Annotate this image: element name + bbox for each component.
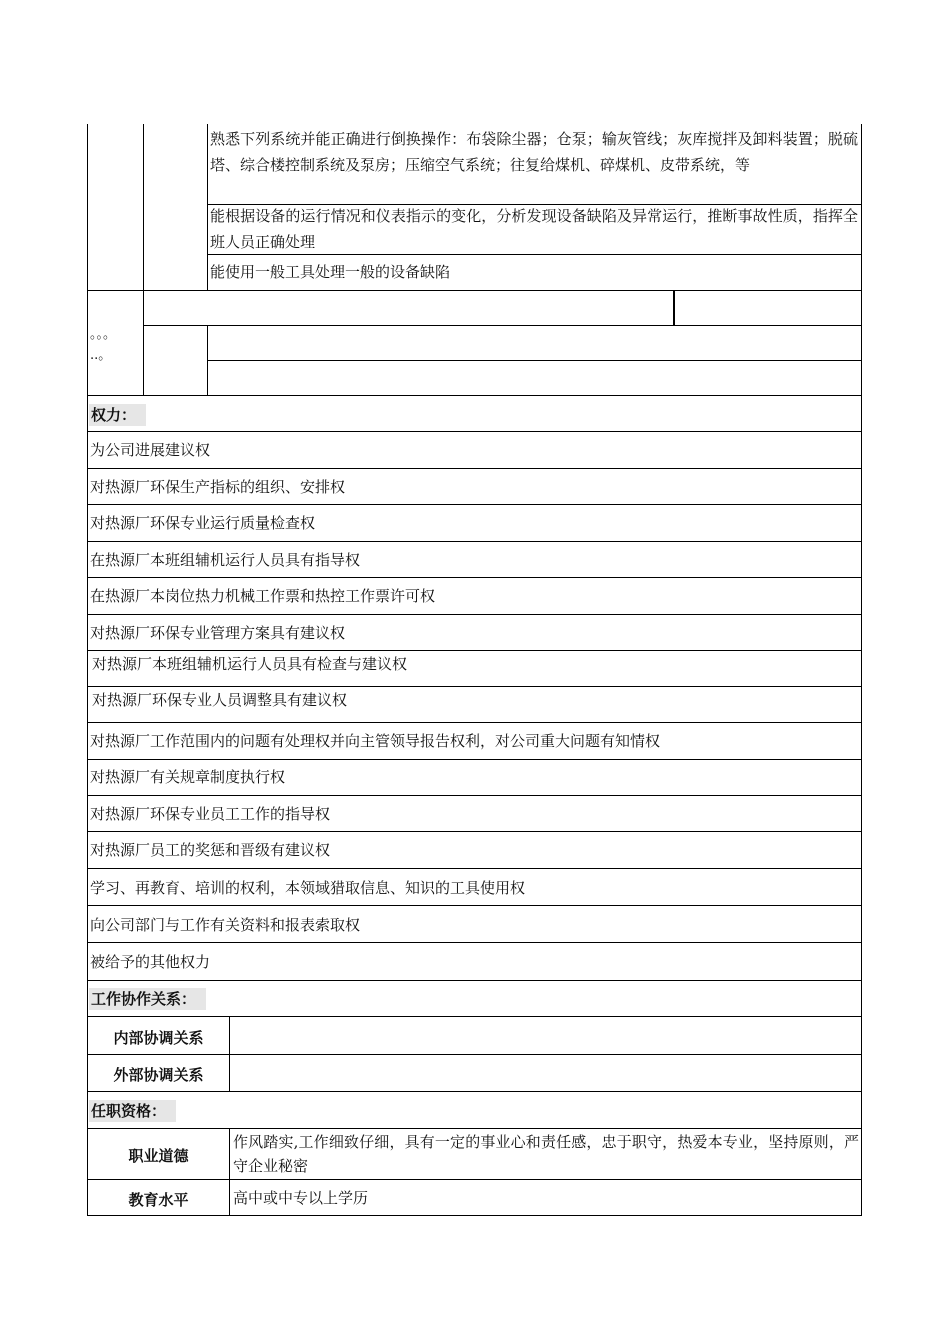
authority-item: 对热源厂本班组辅机运行人员具有检查与建议权 (92, 655, 408, 673)
row-divider (143, 325, 862, 326)
placeholder-marks: 。。。 (90, 327, 117, 342)
authority-item: 对热源厂员工的奖惩和晋级有建议权 (90, 841, 331, 859)
row-divider (207, 360, 862, 361)
authority-item: 对热源厂环保专业人员调整具有建议权 (92, 691, 348, 709)
section-heading-qualifications: 任职资格： (89, 1100, 176, 1122)
cell-divider-thick (673, 290, 675, 326)
row-divider (87, 577, 862, 578)
professional-ethics-label: 职业道德 (128, 1147, 189, 1165)
authority-item: 在热源厂本班组辅机运行人员具有指导权 (90, 551, 361, 569)
authority-item: 对热源厂环保专业运行质量检查权 (90, 514, 316, 532)
row-divider (87, 1128, 862, 1129)
skill-item: 熟悉下列系统并能正确进行倒换操作：布袋除尘器；仓泵；输灰管线；灰库搅拌及卸料装置；脱硫塔、综合楼控制系统及泵房；压缩空气系统；往复给煤机、碎煤机、皮带系统，等 (210, 130, 858, 174)
row-divider (87, 795, 862, 796)
skills-col-divider-1 (143, 124, 144, 396)
authority-item: 为公司进展建议权 (90, 441, 211, 459)
professional-ethics-value: 作风踏实,工作细致仔细，具有一定的事业心和责任感，忠于职守，热爱本专业，坚持原则，严守企业秘密 (233, 1133, 859, 1175)
skill-item: 能根据设备的运行情况和仪表指示的变化，分析发现设备缺陷及异常运行，推断事故性质，指挥全班人员正确处理 (210, 207, 858, 251)
row-divider (87, 1179, 862, 1180)
row-divider (207, 254, 862, 255)
placeholder-marks: ..。 (90, 348, 112, 363)
skills-col-divider-2 (207, 124, 208, 291)
row-divider (87, 614, 862, 615)
row-divider (87, 1016, 862, 1017)
authority-item: 对热源厂环保专业员工工作的指导权 (90, 805, 331, 823)
authority-item: 对热源厂环保生产指标的组织、安排权 (90, 478, 346, 496)
row-divider (87, 1091, 862, 1092)
row-divider (87, 541, 862, 542)
row-divider (87, 980, 862, 981)
row-divider (87, 831, 862, 832)
row-divider (87, 942, 862, 943)
row-divider (87, 722, 862, 723)
section-heading-authority: 权力： (89, 404, 146, 426)
row-divider (87, 290, 862, 291)
qualifications-col-divider (229, 1128, 230, 1216)
internal-coordination-label: 内部协调关系 (113, 1029, 204, 1047)
row-divider (87, 431, 862, 432)
table-left-border (87, 124, 88, 1216)
table-bottom-border (87, 1215, 862, 1216)
row-divider (87, 395, 862, 396)
row-divider (87, 905, 862, 906)
row-divider (87, 868, 862, 869)
row-divider (87, 1054, 862, 1055)
skill-item: 能使用一般工具处理一般的设备缺陷 (210, 263, 451, 281)
section-heading-cooperation: 工作协作关系： (89, 988, 206, 1010)
row-divider (87, 468, 862, 469)
authority-item: 对热源厂环保专业管理方案具有建议权 (90, 624, 346, 642)
authority-item: 在热源厂本岗位热力机械工作票和热控工作票许可权 (90, 587, 436, 605)
authority-item: 对热源厂工作范围内的问题有处理权并向主管领导报告权利，对公司重大问题有知情权 (90, 732, 661, 750)
education-level-label: 教育水平 (128, 1191, 189, 1209)
authority-item: 对热源厂有关规章制度执行权 (90, 768, 286, 786)
authority-item: 学习、再教育、培训的权利，本领域猎取信息、知识的工具使用权 (90, 879, 526, 897)
row-divider (87, 504, 862, 505)
table-right-border (861, 124, 862, 1216)
row-divider (87, 759, 862, 760)
education-level-value: 高中或中专以上学历 (233, 1189, 369, 1207)
external-coordination-label: 外部协调关系 (113, 1066, 204, 1084)
authority-item: 向公司部门与工作有关资料和报表索取权 (90, 916, 361, 934)
authority-item: 被给予的其他权力 (90, 953, 211, 971)
